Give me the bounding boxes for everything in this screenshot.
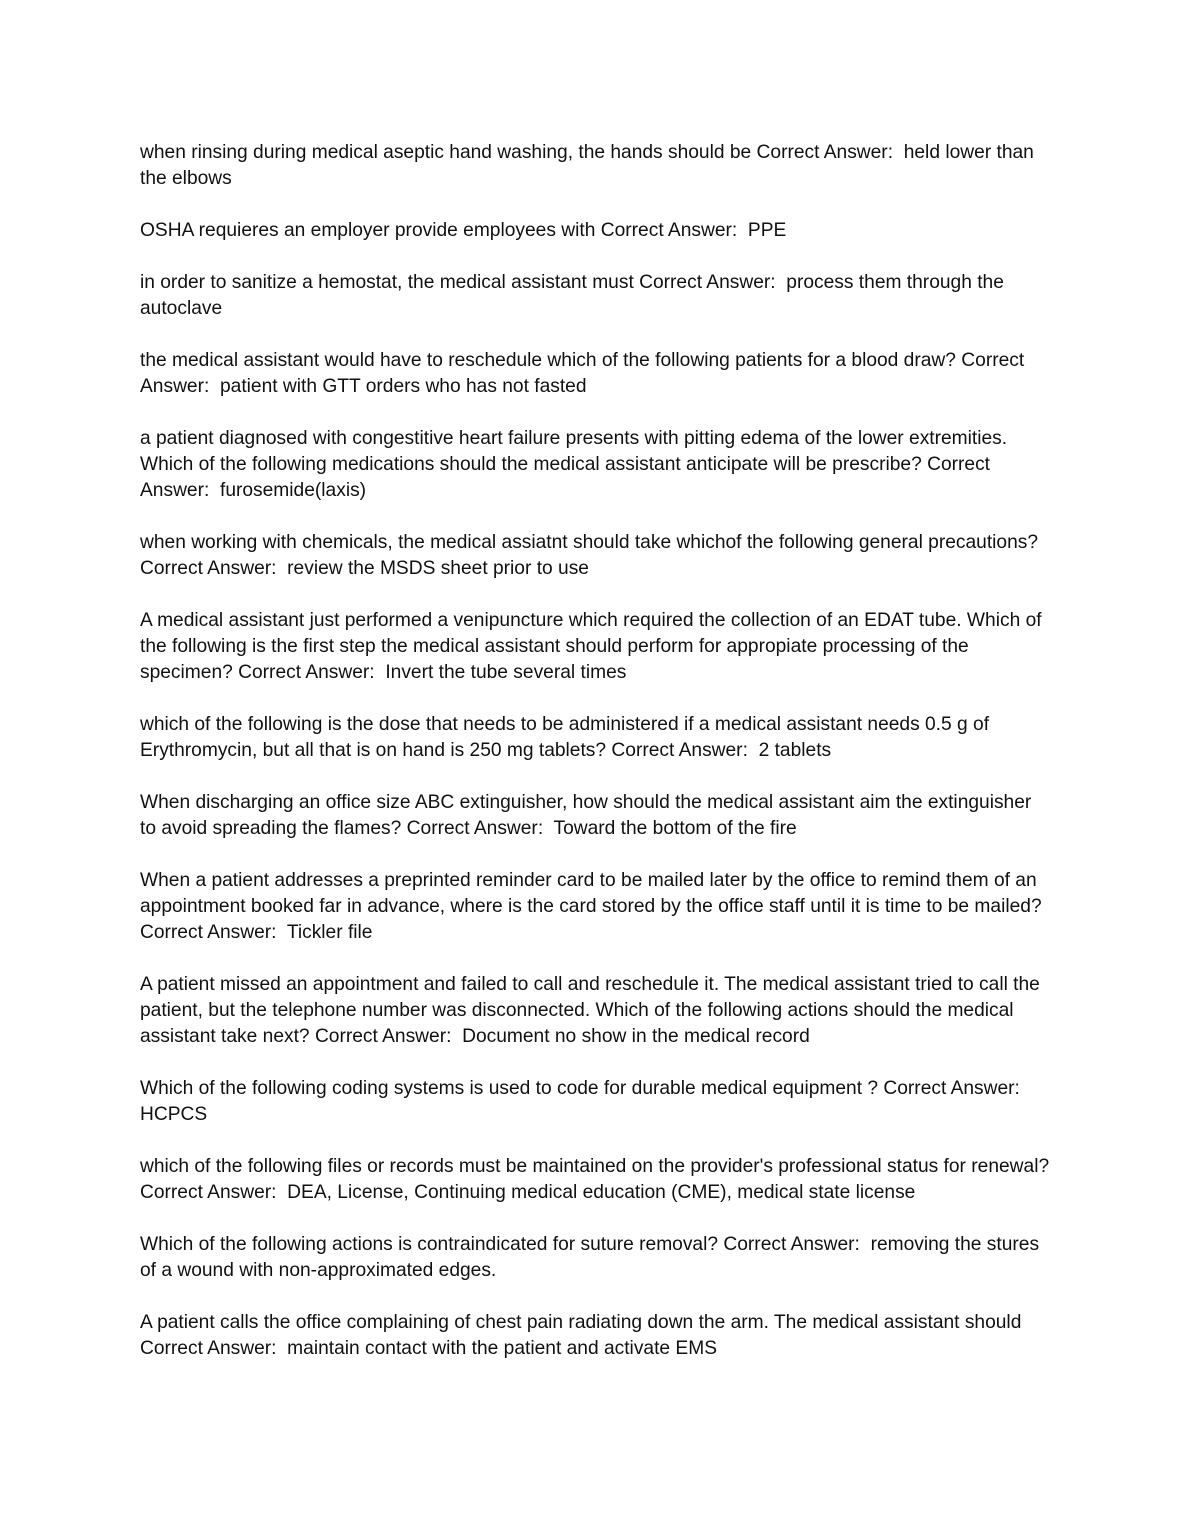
answer-text: DEA, License, Continuing medical education (CME), medical state license	[287, 1182, 916, 1203]
answer-text: review the MSDS sheet prior to use	[287, 558, 589, 579]
question-text: which of the following files or records must be maintained on the provider's professional status for renewal?	[140, 1156, 1050, 1177]
qa-entry-14	[140, 1232, 1052, 1284]
qa-entry-10	[140, 868, 1052, 946]
answer-label: Correct Answer:	[639, 272, 776, 293]
answer-text: Toward the bottom of the fire	[553, 818, 797, 839]
question-text: A medical assistant just performed a venipuncture which required the collection of an EDAT tube. Which of the following is the first step the medical assistant should perform for appropiate processing of the specimen?	[140, 610, 1047, 683]
qa-entry-8	[140, 712, 1052, 764]
answer-text: Tickler file	[286, 922, 373, 943]
answer-label: Correct Answer:	[883, 1078, 1020, 1099]
answer-text: 2 tablets	[758, 740, 832, 761]
answer-text: maintain contact with the patient and activate EMS	[287, 1338, 717, 1359]
qa-entry-2	[140, 218, 1052, 244]
question-text: in order to sanitize a hemostat, the medical assistant must	[140, 272, 634, 293]
answer-label: Correct Answer:	[140, 1338, 277, 1359]
question-text: a patient diagnosed with congestitive heart failure presents with pitting edema of the lower extremities. Which of the following medications should the medical assistant anticipate will be prescribe?	[140, 428, 1013, 475]
answer-text: PPE	[747, 220, 787, 241]
qa-entry-1	[140, 140, 1052, 192]
answer-label: Correct Answer:	[140, 350, 1029, 397]
qa-entry-6	[140, 530, 1052, 582]
answer-label: Correct Answer:	[140, 558, 277, 579]
question-text: which of the following is the dose that needs to be administered if a medical assistant needs 0.5 g of Erythromycin, but all that is on hand is 250 mg tablets?	[140, 714, 995, 761]
answer-text: Document no show in the medical record	[462, 1026, 810, 1047]
question-text: the medical assistant would have to reschedule which of the following patients for a blood draw?	[140, 350, 956, 371]
question-text: When discharging an office size ABC extinguisher, how should the medical assistant aim the extinguisher to avoid spreading the flames?	[140, 792, 1037, 839]
qa-entry-15	[140, 1310, 1052, 1362]
answer-label: Correct Answer:	[314, 1026, 452, 1047]
answer-text: removing the stures of a wound with non-approximated edges.	[140, 1234, 1045, 1281]
answer-text: held lower than the elbows	[140, 142, 1040, 189]
answer-text: patient with GTT orders who has not fasted	[219, 376, 587, 397]
question-text: Which of the following actions is contraindicated for suture removal?	[140, 1234, 719, 1255]
answer-label: Correct Answer:	[140, 454, 995, 501]
question-text: When a patient addresses a preprinted reminder card to be mailed later by the office to remind them of an appointment booked far in advance, where is the card stored by the office staff until it is time to be mailed?	[140, 870, 1042, 917]
question-text: when working with chemicals, the medical assiatnt should take whichof the following general precautions?	[140, 532, 1039, 553]
qa-entry-13	[140, 1154, 1052, 1206]
question-text: when rinsing during medical aseptic hand washing, the hands should be	[140, 142, 752, 163]
answer-text: furosemide(laxis)	[219, 480, 367, 501]
question-text: OSHA requieres an employer provide employees with	[140, 220, 596, 241]
answer-label: Correct Answer:	[600, 220, 738, 241]
qa-entry-12	[140, 1076, 1052, 1128]
answer-label: Correct Answer:	[140, 1182, 277, 1203]
answer-label: Correct Answer:	[406, 818, 544, 839]
answer-label: Correct Answer:	[756, 142, 894, 163]
answer-label: Correct Answer:	[723, 1234, 860, 1255]
qa-entry-5	[140, 426, 1052, 504]
qa-entry-4	[140, 348, 1052, 400]
answer-label: Correct Answer:	[238, 662, 375, 683]
qa-entry-11	[140, 972, 1052, 1050]
answer-text: HCPCS	[140, 1104, 208, 1125]
answer-text: process them through the autoclave	[140, 272, 1010, 319]
answer-label: Correct Answer:	[611, 740, 748, 761]
answer-text: Invert the tube several times	[385, 662, 627, 683]
qa-entry-9	[140, 790, 1052, 842]
question-text: Which of the following coding systems is used to code for durable medical equipment ?	[140, 1078, 879, 1099]
question-text: A patient missed an appointment and failed to call and reschedule it. The medical assistant tried to call the patient, but the telephone number was disconnected. Which of the following actions should the medical assistant take next?	[140, 974, 1046, 1047]
answer-label: Correct Answer:	[140, 922, 277, 943]
qa-entry-7	[140, 608, 1052, 686]
question-text: A patient calls the office complaining of chest pain radiating down the arm. The medical assistant should	[140, 1312, 1022, 1333]
document-page	[140, 140, 1052, 1388]
qa-entry-3	[140, 270, 1052, 322]
